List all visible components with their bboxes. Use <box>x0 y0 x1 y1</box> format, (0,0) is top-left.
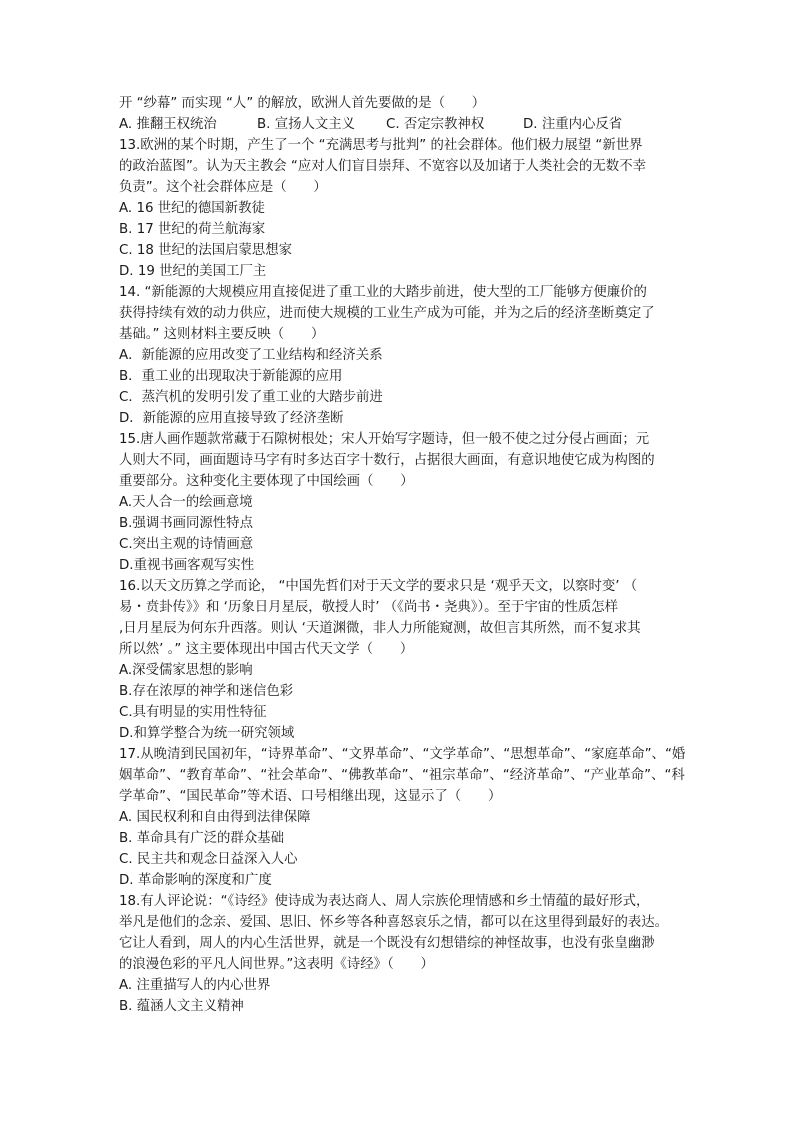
option-b[interactable]: B. 宣扬人文主义 <box>257 117 356 132</box>
question-16 <box>119 576 679 744</box>
question-stem-line: 重要部分。这种变化主要体现了中国绘画（ ） <box>119 474 414 489</box>
question-stem-line: 它让人看到，周人的内心生活世界，就是一个既没有幻想错综的神怪故事，也没有张皇幽渺 <box>119 936 655 951</box>
question-stem-line: 负责”。这个社会群体应是（ ） <box>119 180 327 195</box>
option-d[interactable]: D. 注重内心反省 <box>523 117 623 132</box>
question-stem-line: ,日月星辰为何东升西落。则认 ‘天道渊微，非人力所能窥测，故但言其所然，而不复求其 <box>119 621 641 636</box>
question-stem-line: 姻革命”、“教育革命”、“社会革命”、“佛教革命”、“祖宗革命”、“经济革命”、“产业革命”、“科 <box>119 768 685 783</box>
question-12 <box>119 93 679 135</box>
option-a[interactable]: A.深受儒家思想的影响 <box>119 663 253 678</box>
option-c[interactable]: C. 否定宗教神权 <box>386 117 485 132</box>
question-stem-line: 开 “纱幕” 而实现 “人” 的解放，欧洲人首先要做的是（ ） <box>119 96 486 111</box>
question-stem-line: 15.唐人画作题款常藏于石隙树根处；宋人开始写字题诗，但一般不使之过分侵占画面；元 <box>119 432 650 447</box>
option-c[interactable]: C．蒸汽机的发明引发了重工业的大踏步前进 <box>119 390 383 405</box>
option-a[interactable]: A.天人合一的绘画意境 <box>119 495 253 510</box>
option-b[interactable]: B. 革命具有广泛的群众基础 <box>119 831 284 846</box>
question-stem-line: 基础。” 这则材料主要反映（ ） <box>119 327 325 342</box>
option-a[interactable]: A．新能源的应用改变了工业结构和经济关系 <box>119 348 383 363</box>
question-17 <box>119 744 686 891</box>
option-c[interactable]: C. 18 世纪的法国启蒙思想家 <box>119 243 293 258</box>
option-b[interactable]: B．重工业的出现取决于新能源的应用 <box>119 369 343 384</box>
question-stem-line: 13.欧洲的某个时期，产生了一个 “充满思考与批判” 的社会群体。他们极力展望 “新世界 <box>119 138 643 153</box>
question-stem-line: 的政治蓝图”。认为天主教会 “应对人们盲目崇拜、不宽容以及加诸于人类社会的无数不幸 <box>119 159 646 174</box>
option-d[interactable]: D．新能源的应用直接导致了经济垄断 <box>119 411 344 426</box>
question-stem-line: 获得持续有效的动力供应，进而使大规模的工业生产成为可能，并为之后的经济垄断奠定了 <box>119 306 655 321</box>
question-stem-line: 14. “新能源的大规模应用直接促进了重工业的大踏步前进，使大型的工厂能够方便廉价的 <box>119 285 647 300</box>
question-stem-line: 所以然’ 。” 这主要体现出中国古代天文学（ ） <box>119 642 414 657</box>
question-18 <box>119 891 679 1017</box>
question-stem-line: 17.从晚清到民国初年，“诗界革命”、“文界革命”、“文学革命”、“思想革命”、“家庭革命”、“婚 <box>119 747 686 762</box>
question-15 <box>119 429 679 576</box>
question-14 <box>119 282 679 429</box>
option-d[interactable]: D.重视书画客观写实性 <box>119 558 255 573</box>
option-c[interactable]: C.具有明显的实用性特征 <box>119 705 267 720</box>
question-options-row <box>119 114 679 135</box>
question-stem-line: 人则大不同，画面题诗马字有时多达百字十数行，占据很大画面，有意识地使它成为构图的 <box>119 453 655 468</box>
question-stem-line: 16.以天文历算之学而论， “中国先哲们对于天文学的要求只是 ‘观乎天文，以察时变’ （ <box>119 579 638 594</box>
option-b[interactable]: B.强调书画同源性特点 <box>119 516 253 531</box>
option-a[interactable]: A. 注重描写人的内心世界 <box>119 978 271 993</box>
question-stem-line: 18.有人评论说：“《诗经》使诗成为表达商人、周人宗族伦理情感和乡土情蕴的最好形式， <box>119 894 650 909</box>
option-d[interactable]: D. 革命影响的深度和广度 <box>119 873 272 888</box>
option-c[interactable]: C. 民主共和观念日益深入人心 <box>119 852 298 867</box>
question-stem-line: 举凡是他们的念亲、爱国、思旧、怀乡等各种喜怒哀乐之情，都可以在这里得到最好的表达。 <box>119 915 669 930</box>
option-b[interactable]: B. 蕴涵人文主义精神 <box>119 999 244 1014</box>
option-a[interactable]: A. 推翻王权统治 <box>119 117 217 132</box>
option-a[interactable]: A. 16 世纪的德国新教徒 <box>119 201 265 216</box>
exam-text-body <box>119 93 686 1017</box>
question-stem-line: 易・贲卦传》》和 ‘历象日月星辰，敬授人时’ （《尚书・尧典》）。至于宇宙的性质怎样 <box>119 600 619 615</box>
option-a[interactable]: A. 国民权利和自由得到法律保障 <box>119 810 311 825</box>
option-b[interactable]: B.存在浓厚的神学和迷信色彩 <box>119 684 294 699</box>
option-d[interactable]: D. 19 世纪的美国工厂主 <box>119 264 267 279</box>
question-stem-line: 的浪漫色彩的平凡人间世界。”这表明《诗经》（ ） <box>119 957 434 972</box>
option-c[interactable]: C.突出主观的诗情画意 <box>119 537 254 552</box>
question-stem-line: 学革命”、“国民革命”等术语、口号相继出现，这显示了（ ） <box>119 789 502 804</box>
option-d[interactable]: D.和算学整合为统一研究领域 <box>119 726 295 741</box>
option-b[interactable]: B. 17 世纪的荷兰航海家 <box>119 222 266 237</box>
question-13 <box>119 135 679 282</box>
